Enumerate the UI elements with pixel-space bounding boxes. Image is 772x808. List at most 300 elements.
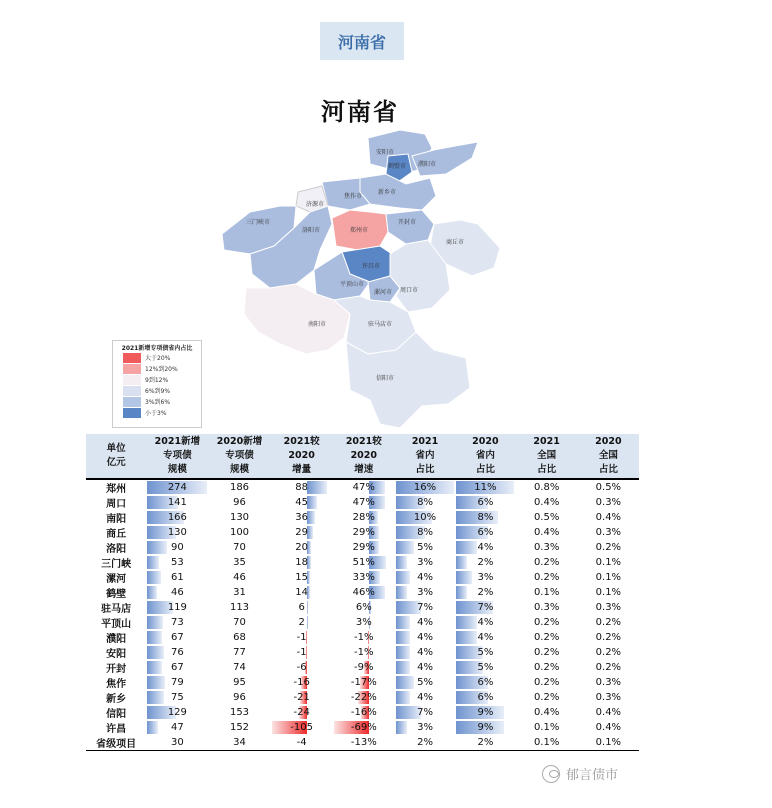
table-cell: 70: [233, 617, 246, 628]
table-cell: 77: [233, 647, 246, 658]
label-pingdingshan: 平顶山市: [340, 281, 365, 288]
bar-wrap: [333, 585, 395, 600]
table-row: [86, 479, 639, 495]
positive-bar: [147, 571, 160, 584]
row-label: 洛阳: [106, 544, 127, 555]
cell-value: 9%: [477, 707, 494, 718]
bar-cell: [333, 630, 395, 645]
bar-cell: [395, 630, 455, 645]
table-cell: 153: [229, 707, 250, 718]
cell-value: 20: [295, 542, 309, 553]
cell-value: 67: [171, 632, 184, 643]
row-label: 郑州: [106, 484, 127, 495]
bar-wrap: [333, 600, 395, 615]
table-cell: 0.4%: [533, 707, 560, 718]
label-anyang: 安阳市: [376, 149, 395, 156]
bar-wrap: [271, 600, 333, 615]
table-cell: 0.5%: [533, 512, 560, 523]
bar-cell: [455, 570, 515, 585]
cell-value: 3%: [417, 722, 433, 733]
cell-value: 3%: [417, 587, 433, 598]
table-body: [86, 479, 639, 751]
bar-wrap: [271, 690, 333, 705]
bar-cell: [395, 690, 455, 705]
cell-value: 6: [298, 602, 305, 613]
bar-cell: [455, 555, 515, 570]
bar-cell: [395, 675, 455, 690]
table-cell: 0.3%: [595, 692, 622, 703]
bar-cell: [333, 615, 395, 630]
bar-cell: [271, 600, 333, 615]
table-cell: 68: [233, 632, 246, 643]
watermark: [542, 764, 618, 783]
bar-wrap: [455, 570, 515, 585]
cell-value: 4%: [417, 662, 433, 673]
bar-wrap: [271, 525, 333, 540]
cell-value: 18: [295, 557, 309, 568]
bar-wrap: [333, 525, 395, 540]
table-cell: 130: [229, 512, 250, 523]
legend-items: [113, 352, 201, 418]
bar-cell: [395, 720, 455, 735]
bar-cell: [395, 479, 455, 495]
table-cell: 0.3%: [595, 527, 622, 538]
cell-value: -1: [296, 632, 307, 643]
cell-value: 8%: [477, 512, 494, 523]
cell-value: -16: [293, 677, 310, 688]
label-luohe: 漯河市: [374, 289, 393, 296]
row-label: 三门峡: [101, 559, 132, 570]
bar-cell: [455, 479, 515, 495]
bar-cell: [395, 525, 455, 540]
bar-wrap: [271, 645, 333, 660]
table-cell: 0.2%: [533, 617, 560, 628]
bar-cell: [333, 720, 395, 735]
cell-value: 4%: [417, 692, 433, 703]
column-header: 2021 省内 占比: [395, 434, 455, 479]
bar-wrap: [455, 495, 515, 510]
bar-wrap: [146, 705, 208, 720]
positive-bar: [396, 661, 411, 674]
legend-label: 6%到9%: [145, 388, 171, 395]
positive-bar: [396, 571, 411, 584]
bar-cell: [271, 720, 333, 735]
positive-bar: [307, 496, 317, 509]
bar-wrap: [146, 630, 208, 645]
bar-wrap: [455, 630, 515, 645]
bar-cell: [271, 615, 333, 630]
cell-value: 73: [171, 617, 184, 628]
row-label: 许昌: [106, 724, 127, 735]
table-cell: 0.2%: [533, 632, 560, 643]
cell-value: 4%: [477, 542, 494, 553]
bar-wrap: [333, 705, 395, 720]
bar-wrap: [455, 645, 515, 660]
label-luoyang: 洛阳市: [302, 227, 321, 234]
bar-wrap: [333, 495, 395, 510]
bar-cell: [455, 600, 515, 615]
cell-value: 67: [171, 662, 184, 673]
table-cell: 0.2%: [533, 692, 560, 703]
table-row: [86, 555, 639, 570]
bar-cell: [333, 510, 395, 525]
label-sanmenxia: 三门峡市: [246, 219, 271, 226]
bar-wrap: [455, 525, 515, 540]
positive-bar: [147, 691, 163, 704]
bar-cell: [146, 495, 208, 510]
table-cell: 46: [233, 572, 246, 583]
bar-wrap: [333, 660, 395, 675]
table-cell: 0.1%: [533, 722, 560, 733]
positive-bar: [396, 586, 407, 599]
cell-value: -9%: [354, 662, 374, 673]
bar-cell: [271, 645, 333, 660]
table-cell: 0.3%: [533, 602, 560, 613]
table-cell: 74: [233, 662, 246, 673]
positive-bar: [147, 616, 163, 629]
table-row: [86, 735, 639, 751]
bar-cell: [146, 525, 208, 540]
table-cell: 186: [229, 482, 250, 493]
bar-wrap: [333, 675, 395, 690]
label-kaifeng: 开封市: [398, 219, 417, 226]
bar-wrap: [271, 570, 333, 585]
table-cell: 0.2%: [533, 662, 560, 673]
bar-cell: [333, 585, 395, 600]
bar-wrap: [395, 540, 455, 555]
table-row: [86, 720, 639, 735]
bar-cell: [271, 630, 333, 645]
table-row: [86, 510, 639, 525]
cell-value: -22%: [350, 692, 377, 703]
bar-cell: [395, 585, 455, 600]
positive-bar: [147, 541, 167, 554]
bar-cell: [333, 645, 395, 660]
bar-cell: [146, 705, 208, 720]
label-zhengzhou: 郑州市: [350, 227, 369, 234]
bar-cell: [455, 720, 515, 735]
legend-swatch: [123, 397, 141, 407]
bar-wrap: [395, 630, 455, 645]
table-cell: 0.2%: [595, 647, 622, 658]
legend-label: 小于3%: [145, 410, 167, 417]
bar-wrap: [395, 660, 455, 675]
cell-value: 79: [171, 677, 184, 688]
legend-swatch: [123, 364, 141, 374]
table-cell: 0.2%: [533, 647, 560, 658]
bar-wrap: [146, 480, 208, 495]
cell-value: 28%: [352, 512, 375, 523]
bar-wrap: [271, 585, 333, 600]
positive-bar: [456, 541, 477, 554]
column-header: 单位 亿元: [86, 434, 146, 479]
table-row: [86, 570, 639, 585]
bar-wrap: [146, 510, 208, 525]
row-label: 信阳: [106, 709, 127, 720]
cell-value: 5%: [417, 677, 433, 688]
table-cell: 0.4%: [595, 722, 622, 733]
bar-wrap: [271, 630, 333, 645]
bar-cell: [146, 675, 208, 690]
bar-wrap: [333, 630, 395, 645]
bar-cell: [333, 705, 395, 720]
cell-value: 6%: [477, 497, 494, 508]
bar-cell: [455, 675, 515, 690]
table-cell: 0.3%: [533, 542, 560, 553]
positive-bar: [307, 616, 308, 629]
bar-wrap: [146, 570, 208, 585]
legend-item: [123, 352, 201, 363]
bar-wrap: [333, 555, 395, 570]
bar-cell: [333, 540, 395, 555]
bar-wrap: [146, 555, 208, 570]
bar-wrap: [146, 525, 208, 540]
bar-cell: [146, 615, 208, 630]
cell-value: 141: [167, 497, 187, 508]
positive-bar: [456, 556, 467, 569]
legend-label: 大于20%: [145, 355, 171, 362]
region-kaifeng: [386, 210, 434, 244]
legend-swatch: [123, 408, 141, 418]
table-cell: 100: [229, 527, 250, 538]
bar-cell: [333, 600, 395, 615]
positive-bar: [396, 631, 411, 644]
bond-table: [86, 434, 639, 751]
bar-cell: [271, 479, 333, 495]
bar-cell: [333, 690, 395, 705]
bar-cell: [146, 555, 208, 570]
bar-wrap: [395, 615, 455, 630]
bar-wrap: [333, 720, 395, 735]
cell-value: 15: [295, 572, 309, 583]
table-cell: 152: [229, 722, 250, 733]
legend-item: [123, 374, 201, 385]
cell-value: 2%: [477, 587, 494, 598]
bar-cell: [333, 675, 395, 690]
bar-cell: [271, 570, 333, 585]
bar-cell: [455, 690, 515, 705]
table-row: [86, 615, 639, 630]
cell-value: 4%: [477, 617, 494, 628]
bar-wrap: [333, 480, 395, 495]
bar-cell: [455, 540, 515, 555]
bar-wrap: [455, 705, 515, 720]
legend-title: 2021新增专项债省内占比: [121, 345, 193, 352]
row-label: 新乡: [106, 694, 127, 705]
cell-value: 2: [298, 617, 305, 628]
bar-wrap: [455, 615, 515, 630]
bar-wrap: [146, 720, 208, 735]
bar-wrap: [146, 600, 208, 615]
bar-wrap: [146, 645, 208, 660]
bar-wrap: [395, 675, 455, 690]
row-label: 濮阳: [106, 634, 127, 645]
cell-value: 3%: [355, 617, 372, 628]
bar-wrap: [146, 585, 208, 600]
row-label: 商丘: [106, 529, 127, 540]
province-tag-label: 河南省: [337, 32, 386, 52]
bar-cell: [455, 495, 515, 510]
cell-value: -1%: [354, 647, 374, 658]
bar-wrap: [271, 480, 333, 495]
bar-cell: [333, 479, 395, 495]
table-cell: 0.1%: [533, 587, 560, 598]
bar-cell: [455, 615, 515, 630]
bar-cell: [395, 660, 455, 675]
bar-cell: [271, 585, 333, 600]
label-jiyuan: 济源市: [306, 201, 325, 208]
cell-value: 6%: [477, 692, 494, 703]
row-label: 鹤壁: [106, 589, 127, 600]
table-cell: 95: [233, 677, 246, 688]
cell-value: 4%: [417, 647, 433, 658]
legend-label: 3%到6%: [145, 399, 171, 406]
bar-wrap: [395, 705, 455, 720]
bar-cell: [271, 525, 333, 540]
row-label: 省级项目: [86, 735, 146, 751]
table-cell: 0.2%: [533, 677, 560, 688]
bar-wrap: [395, 570, 455, 585]
cell-value: 45: [295, 497, 309, 508]
bar-wrap: [395, 585, 455, 600]
cell-value: 8%: [417, 497, 433, 508]
positive-bar: [396, 646, 411, 659]
bar-cell: [455, 660, 515, 675]
bar-cell: [455, 510, 515, 525]
table-cell: 0.4%: [595, 707, 622, 718]
cell-value: 47: [171, 722, 184, 733]
watermark-text: 郁言债市: [566, 768, 619, 783]
bar-wrap: [271, 555, 333, 570]
table-cell: 0.1%: [578, 735, 639, 751]
positive-bar: [396, 616, 411, 629]
cell-value: 36: [295, 512, 309, 523]
bar-wrap: [333, 570, 395, 585]
cell-value: -6: [296, 662, 307, 673]
label-zhoukou: 周口市: [400, 287, 419, 294]
bar-wrap: [271, 720, 333, 735]
bar-cell: [271, 690, 333, 705]
label-jiaozuo: 焦作市: [344, 193, 363, 200]
province-tag: [320, 22, 404, 60]
cell-value: 6%: [355, 602, 372, 613]
table-row: [86, 525, 639, 540]
bar-wrap: [455, 480, 515, 495]
bar-cell: [271, 495, 333, 510]
table-cell: 0.3%: [595, 497, 622, 508]
cell-value: 3%: [417, 557, 433, 568]
bar-cell: [455, 645, 515, 660]
cell-value: 14: [295, 587, 309, 598]
bar-cell: [271, 660, 333, 675]
label-hebi: 鹤壁市: [388, 163, 407, 170]
column-header: 2021新增 专项债 规模: [146, 434, 208, 479]
table-cell: 0.2%: [595, 542, 622, 553]
row-label: 平顶山: [101, 619, 132, 630]
bar-wrap: [395, 720, 455, 735]
cell-value: -16%: [350, 707, 377, 718]
bar-cell: [146, 479, 208, 495]
cell-value: 274: [167, 482, 187, 493]
bar-wrap: [146, 690, 208, 705]
bar-wrap: [395, 495, 455, 510]
table-header-row: [86, 434, 639, 479]
bar-cell: [271, 510, 333, 525]
bar-wrap: [271, 510, 333, 525]
bar-wrap: [333, 540, 395, 555]
table-cell: 0.1%: [595, 572, 622, 583]
cell-value: 33%: [352, 572, 375, 583]
map-legend: [112, 340, 202, 428]
positive-bar: [147, 661, 162, 674]
bar-cell: [395, 495, 455, 510]
cell-value: -1%: [354, 632, 374, 643]
positive-bar: [456, 586, 467, 599]
table-row: [86, 660, 639, 675]
bar-cell: [455, 630, 515, 645]
row-label: 焦作: [106, 679, 127, 690]
cell-value: 47%: [352, 482, 375, 493]
bar-wrap: [395, 690, 455, 705]
table-row: [86, 585, 639, 600]
cell-value: 7%: [477, 602, 494, 613]
table-cell: 0.1%: [516, 735, 578, 751]
cell-value: -21: [293, 692, 310, 703]
table-cell: 2%: [455, 735, 515, 751]
legend-swatch: [123, 353, 141, 363]
bar-wrap: [455, 585, 515, 600]
table-cell: 35: [233, 557, 246, 568]
cell-value: 11%: [474, 482, 497, 493]
cell-value: 29: [295, 527, 309, 538]
label-nanyang: 南阳市: [308, 321, 327, 328]
henan-map: [210, 128, 510, 438]
positive-bar: [396, 541, 414, 554]
table-cell: 0.2%: [533, 557, 560, 568]
cell-value: 46: [171, 587, 184, 598]
bar-cell: [146, 585, 208, 600]
row-label: 周口: [106, 499, 127, 510]
table-cell: 31: [233, 587, 246, 598]
bar-cell: [333, 570, 395, 585]
bar-cell: [455, 525, 515, 540]
positive-bar: [147, 676, 164, 689]
positive-bar: [307, 601, 308, 614]
cell-value: 2%: [477, 557, 494, 568]
bar-cell: [271, 555, 333, 570]
legend-item: [123, 385, 201, 396]
table-cell: 0.3%: [595, 602, 622, 613]
cell-value: 7%: [417, 707, 433, 718]
table-cell: 2%: [395, 735, 455, 751]
cell-value: 4%: [477, 632, 494, 643]
column-header: 2020 省内 占比: [455, 434, 515, 479]
label-puyang: 濮阳市: [418, 161, 437, 168]
table-cell: 30: [146, 735, 208, 751]
bar-wrap: [455, 720, 515, 735]
bar-cell: [395, 645, 455, 660]
bar-wrap: [271, 675, 333, 690]
cell-value: 90: [171, 542, 184, 553]
bar-cell: [271, 540, 333, 555]
table-cell: 0.1%: [595, 587, 622, 598]
table-cell: 0.4%: [533, 527, 560, 538]
cell-value: 9%: [477, 722, 494, 733]
positive-bar: [396, 691, 411, 704]
label-zhumadian: 驻马店市: [368, 321, 393, 328]
table-row: [86, 645, 639, 660]
bar-cell: [146, 660, 208, 675]
